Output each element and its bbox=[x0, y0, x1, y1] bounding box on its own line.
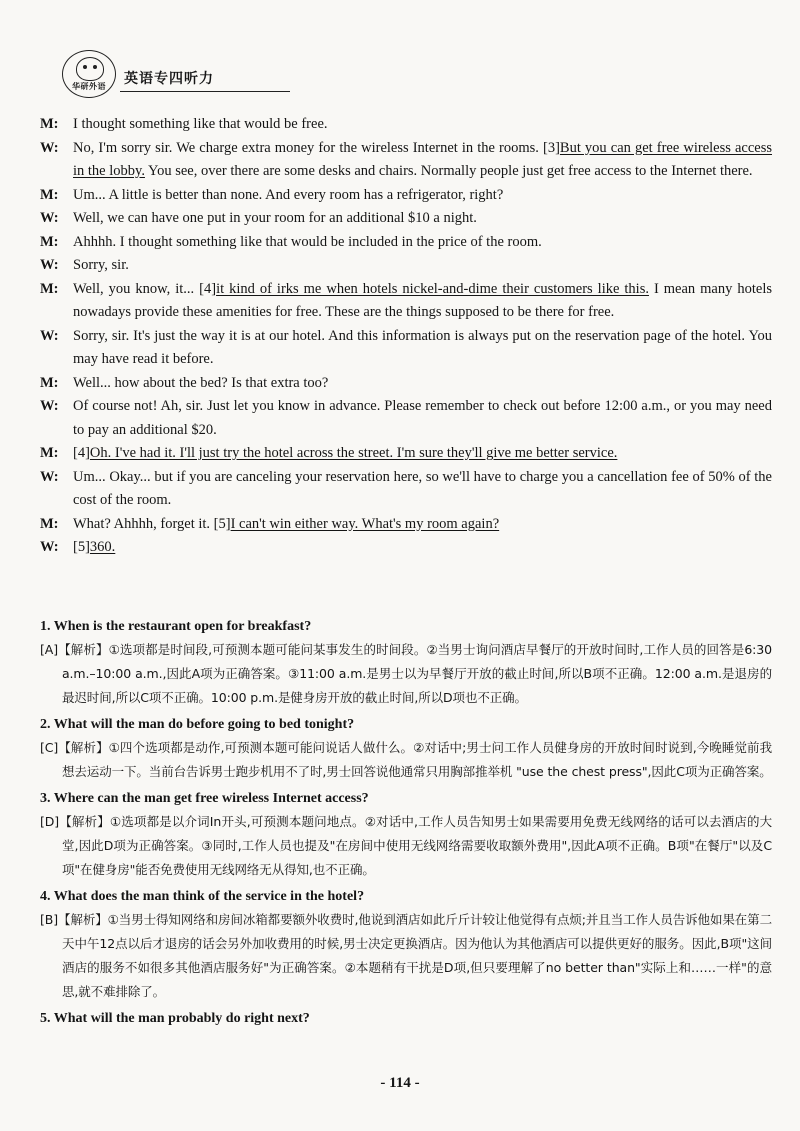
underlined-answer-text: But you can get free wireless access in the lobby. bbox=[73, 139, 772, 179]
speaker-label: M: bbox=[40, 445, 59, 461]
dialogue-line bbox=[40, 536, 772, 560]
question-text: 2. What will the man do before going to bed tonight? bbox=[40, 717, 355, 732]
utterance-segment: Um... A little is better than none. And every room has a refrigerator, right? bbox=[73, 186, 504, 203]
dialogue-line bbox=[40, 137, 772, 184]
speaker-label: W: bbox=[40, 468, 59, 485]
book-title: 英语专四听力 bbox=[124, 71, 214, 87]
question-text: 3. Where can the man get free wireless Internet access? bbox=[40, 791, 369, 806]
speaker-label: W: bbox=[40, 139, 59, 156]
utterance-text bbox=[73, 254, 772, 278]
utterance-segment: Well... how about the bed? Is that extra too? bbox=[73, 374, 329, 391]
speaker-label: W: bbox=[40, 539, 59, 555]
speaker-label: W: bbox=[40, 398, 59, 414]
utterance-text bbox=[73, 207, 772, 231]
utterance-text bbox=[73, 113, 772, 137]
utterance-segment: Well, we can have one put in your room for an additional $10 a night. bbox=[73, 210, 477, 226]
dialogue-line bbox=[40, 372, 772, 396]
utterance-segment: [5] bbox=[73, 539, 90, 555]
utterance-segment: Ahhhh. I thought something like that would be included in the price of the room. bbox=[73, 233, 542, 250]
underlined-answer-text: it kind of irks me when hotels nickel-and-dime their customers like this. bbox=[216, 280, 649, 297]
speaker-label: W: bbox=[40, 210, 59, 226]
utterance-text bbox=[73, 466, 772, 513]
utterance-segment: [4] bbox=[73, 445, 90, 461]
utterance-text bbox=[73, 395, 772, 442]
dialogue-line bbox=[40, 278, 772, 325]
utterance-text bbox=[73, 278, 772, 325]
answer-explanation: [D]【解析】①选项都是以介词In开头,可预测本题问地点。②对话中,工作人员告知男士如果需要用免费无线网络的话可以去酒店的大堂,因此D项为正确答案。③同时,工作人员也提及"在房间中使用无线网络需要收取额外费用",因此A项不正确。B项"在餐厅"以及C项"在健身房"能否免费使用无线网络无从得知,也不正确。 bbox=[40, 814, 772, 877]
mascot-icon bbox=[76, 57, 104, 81]
answer-explanation: [C]【解析】①四个选项都是动作,可预测本题可能问说话人做什么。②对话中;男士问工作人员健身房的开放时间时说到,今晚睡觉前我想去运动一下。当前台告诉男士跑步机用不了时,男士回答说他通常只用胸部推举机 "use the chest press",因此C项为正确答案。 bbox=[40, 740, 772, 779]
utterance-segment: Well, you know, it... [4] bbox=[73, 280, 217, 297]
utterance-segment: You see, over there are some desks and chairs. Normally people just get free access to the Internet there. bbox=[144, 163, 753, 179]
logo-text: 华研外语 bbox=[72, 82, 106, 91]
utterance-text bbox=[73, 442, 772, 466]
speaker-label: M: bbox=[40, 374, 59, 391]
underlined-answer-text: 360. bbox=[89, 539, 116, 555]
utterance-segment: I thought something like that would be free. bbox=[73, 116, 328, 132]
utterance-text bbox=[73, 184, 772, 208]
utterance-segment: I mean many hotels nowadays provide these amenities for free. These are the things supposed to be there for free. bbox=[73, 280, 772, 320]
utterance-segment: What? Ahhhh, forget it. [5] bbox=[73, 515, 231, 532]
answer-analysis bbox=[40, 616, 772, 1030]
dialogue-line bbox=[40, 231, 772, 255]
utterance-segment: Sorry, sir. It's just the way it is at our hotel. And this information is always put on the reservation page of the hotel. You may have read it before. bbox=[73, 327, 772, 367]
dialogue-line bbox=[40, 442, 772, 466]
speaker-label: M: bbox=[40, 280, 59, 297]
dialogue-line bbox=[40, 466, 772, 513]
dialogue-line bbox=[40, 254, 772, 278]
dialogue-line bbox=[40, 395, 772, 442]
dialogue-line bbox=[40, 184, 772, 208]
utterance-text bbox=[73, 325, 772, 372]
speaker-label: M: bbox=[40, 515, 59, 532]
publisher-logo bbox=[62, 50, 116, 98]
question-text: 5. What will the man probably do right next? bbox=[40, 1011, 310, 1026]
utterance-text bbox=[73, 372, 772, 396]
utterance-segment: Of course not! Ah, sir. Just let you know in advance. Please remember to check out before 12:00 a.m., or you may need to pay an additional $20. bbox=[73, 398, 772, 438]
dialogue-transcript bbox=[40, 113, 772, 560]
answer-explanation: [B]【解析】①当男士得知网络和房间冰箱都要额外收费时,他说到酒店如此斤斤计较让他觉得有点烦;并且当工作人员告诉他如果在第二天中午12点以后才退房的话会另外加收费用的时候,男士决定更换酒店。因为他认为其他酒店可以提供更好的服务。因此,B项"这间酒店的服务不如很多其他酒店服务好"为正确答案。②本题稍有干扰是D项,但只要理解了no better than"实际上和……一样"的意思,就不难排除了。 bbox=[40, 912, 772, 999]
page-header bbox=[62, 50, 292, 98]
dialogue-line bbox=[40, 325, 772, 372]
utterance-segment: Sorry, sir. bbox=[73, 257, 129, 273]
page-number: - 114 - bbox=[380, 1075, 420, 1091]
utterance-text bbox=[73, 137, 772, 184]
utterance-segment: No, I'm sorry sir. We charge extra money for the wireless Internet in the rooms. [3] bbox=[73, 139, 560, 156]
dialogue-line bbox=[40, 113, 772, 137]
dialogue-line bbox=[40, 513, 772, 537]
speaker-label: M: bbox=[40, 233, 59, 250]
speaker-label: M: bbox=[40, 116, 59, 132]
utterance-segment: Um... Okay... but if you are canceling your reservation here, so we'll have to charge you a cancellation fee of 50% of the cost of the room. bbox=[73, 468, 772, 508]
header-divider bbox=[120, 91, 290, 92]
utterance-text bbox=[73, 513, 772, 537]
question-text: 4. What does the man think of the service in the hotel? bbox=[40, 889, 365, 904]
speaker-label: W: bbox=[40, 257, 59, 273]
underlined-answer-text: I can't win either way. What's my room again? bbox=[230, 515, 500, 532]
underlined-answer-text: Oh. I've had it. I'll just try the hotel across the street. I'm sure they'll give me better service. bbox=[89, 445, 618, 461]
utterance-text bbox=[73, 231, 772, 255]
dialogue-line bbox=[40, 207, 772, 231]
speaker-label: M: bbox=[40, 186, 59, 203]
question-text: 1. When is the restaurant open for breakfast? bbox=[40, 619, 312, 634]
answer-explanation: [A]【解析】①选项都是时间段,可预测本题可能问某事发生的时间段。②当男士询问酒店早餐厅的开放时间时,工作人员的回答是6:30 a.m.–10:00 a.m.,因此A项为正确答案。③11:00 a.m.是男士以为早餐厅开放的截止时间,所以B项不正确。12:00 a.m.是退房的最迟时间,所以C项不正确。10:00 p.m.是健身房开放的截止时间,所以D项也不正确。 bbox=[40, 642, 772, 705]
utterance-text bbox=[73, 536, 772, 560]
speaker-label: W: bbox=[40, 327, 59, 344]
